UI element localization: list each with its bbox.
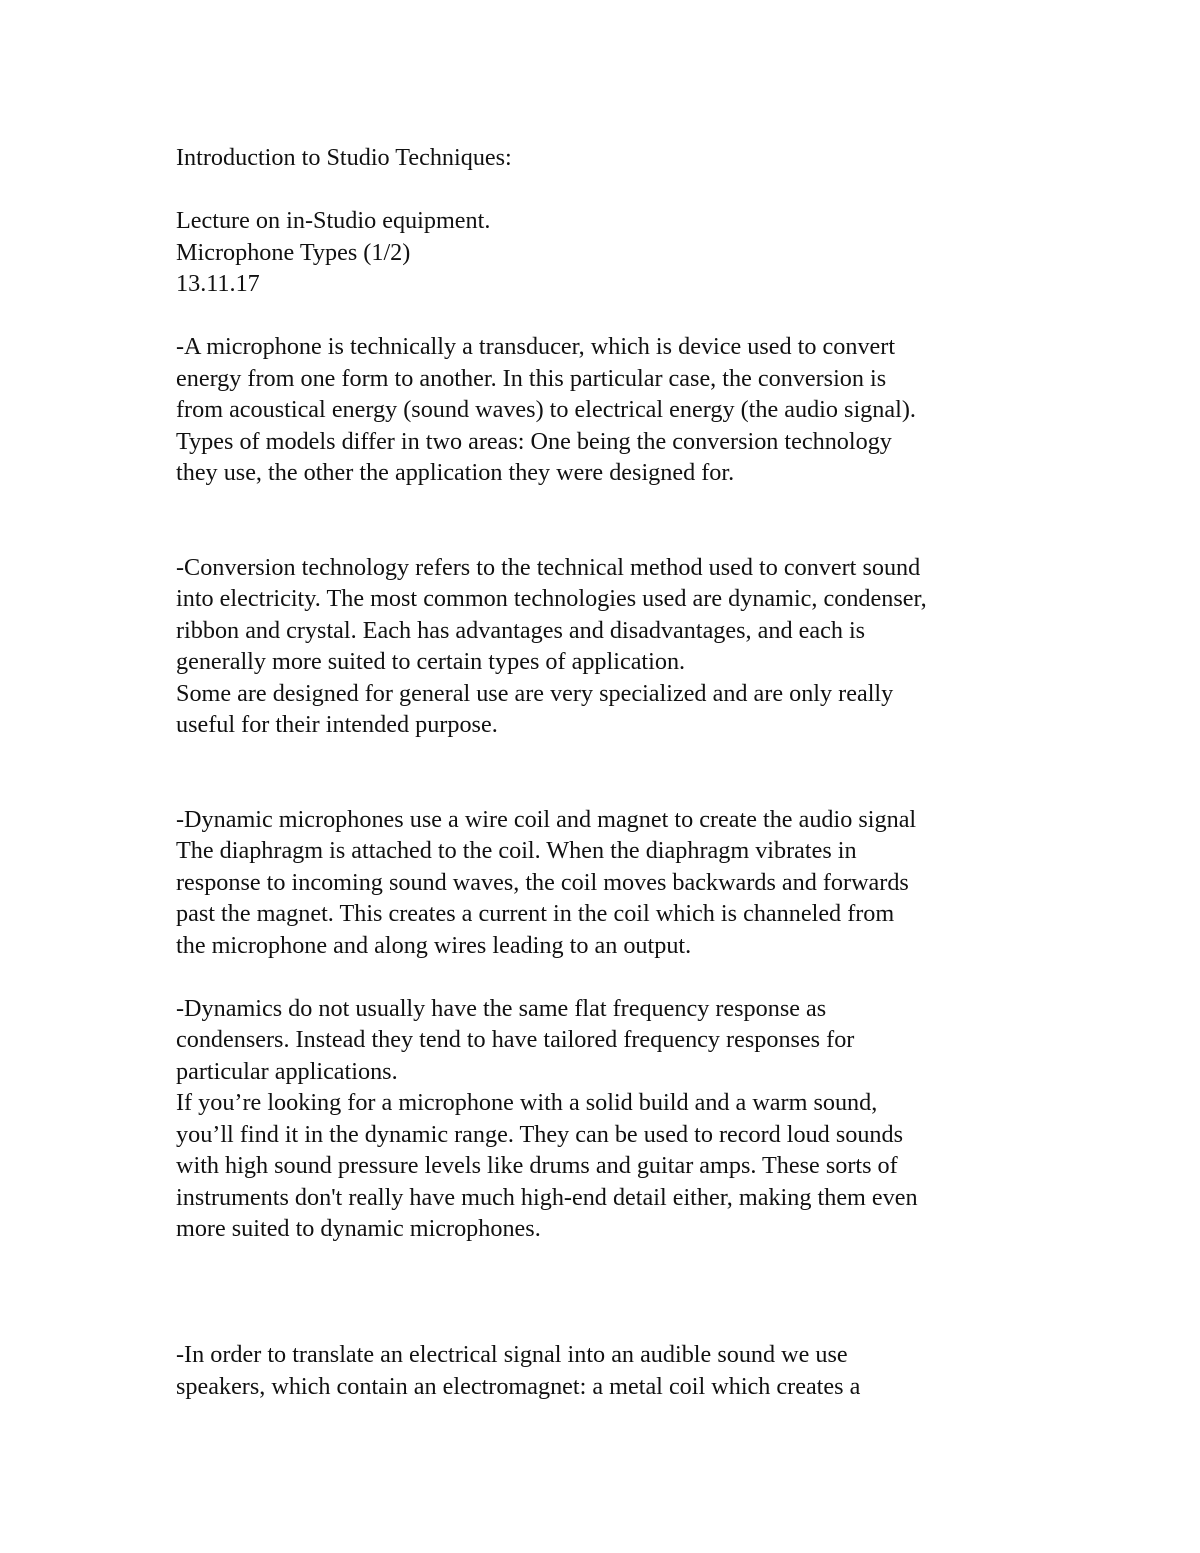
paragraph-transducer bbox=[176, 331, 1056, 489]
paragraph-line: -Conversion technology refers to the technical method used to convert sound bbox=[176, 553, 921, 581]
spacer bbox=[176, 489, 1056, 552]
paragraph-line: with high sound pressure levels like drums and guitar amps. These sorts of bbox=[176, 1152, 898, 1179]
document-title: Introduction to Studio Techniques: bbox=[176, 144, 512, 171]
paragraph-line: more suited to dynamic microphones. bbox=[176, 1215, 541, 1242]
paragraph-line: energy from one form to another. In this particular case, the conversion is bbox=[176, 364, 887, 392]
spacer bbox=[176, 961, 1056, 993]
paragraph-line: from acoustical energy (sound waves) to electrical energy (the audio signal). bbox=[176, 396, 916, 423]
paragraph-dynamics-frequency bbox=[176, 993, 1056, 1245]
spacer bbox=[176, 1245, 1056, 1340]
paragraph-line: Types of models differ in two areas: One being the conversion technology bbox=[176, 427, 892, 455]
paragraph-line: -Dynamic microphones use a wire coil and magnet to create the audio signal bbox=[176, 805, 917, 833]
paragraph-line: past the magnet. This creates a current in the coil which is channeled from bbox=[176, 900, 895, 927]
paragraph-line: ribbon and crystal. Each has advantages and disadvantages, and each is bbox=[176, 616, 866, 644]
spacer bbox=[176, 300, 1056, 332]
paragraph-conversion-technology bbox=[176, 552, 1056, 741]
document-body bbox=[176, 142, 1056, 1402]
paragraph-line: The diaphragm is attached to the coil. When the diaphragm vibrates in bbox=[176, 837, 857, 864]
spacer bbox=[176, 174, 1056, 206]
paragraph-line: condensers. Instead they tend to have tailored frequency responses for bbox=[176, 1026, 855, 1053]
paragraph-line: you’ll find it in the dynamic range. They can be used to record loud sounds bbox=[176, 1120, 904, 1148]
paragraph-line: -Dynamics do not usually have the same flat frequency response as bbox=[176, 994, 827, 1022]
paragraph-line: the microphone and along wires leading to an output. bbox=[176, 931, 692, 959]
paragraph-line: generally more suited to certain types of application. bbox=[176, 648, 686, 675]
topic-line: Microphone Types (1/2) bbox=[176, 238, 411, 266]
lecture-line: Lecture on in-Studio equipment. bbox=[176, 207, 491, 234]
paragraph-dynamic-microphones bbox=[176, 804, 1056, 962]
date-line: 13.11.17 bbox=[176, 270, 260, 297]
paragraph-speakers bbox=[176, 1339, 1056, 1402]
paragraph-line: -A microphone is technically a transducer, which is device used to convert bbox=[176, 333, 896, 360]
paragraph-line: useful for their intended purpose. bbox=[176, 711, 498, 738]
paragraph-line: If you’re looking for a microphone with a solid build and a warm sound, bbox=[176, 1089, 878, 1116]
spacer bbox=[176, 741, 1056, 804]
paragraph-line: into electricity. The most common technologies used are dynamic, condenser, bbox=[176, 585, 927, 612]
paragraph-line: speakers, which contain an electromagnet: a metal coil which creates a bbox=[176, 1372, 861, 1400]
paragraph-line: they use, the other the application they were designed for. bbox=[176, 459, 735, 486]
paragraph-line: -In order to translate an electrical signal into an audible sound we use bbox=[176, 1341, 848, 1368]
paragraph-line: particular applications. bbox=[176, 1057, 398, 1085]
paragraph-line: instruments don't really have much high-end detail either, making them even bbox=[176, 1183, 918, 1211]
paragraph-line: Some are designed for general use are very specialized and are only really bbox=[176, 679, 894, 707]
paragraph-line: response to incoming sound waves, the coil moves backwards and forwards bbox=[176, 868, 909, 896]
